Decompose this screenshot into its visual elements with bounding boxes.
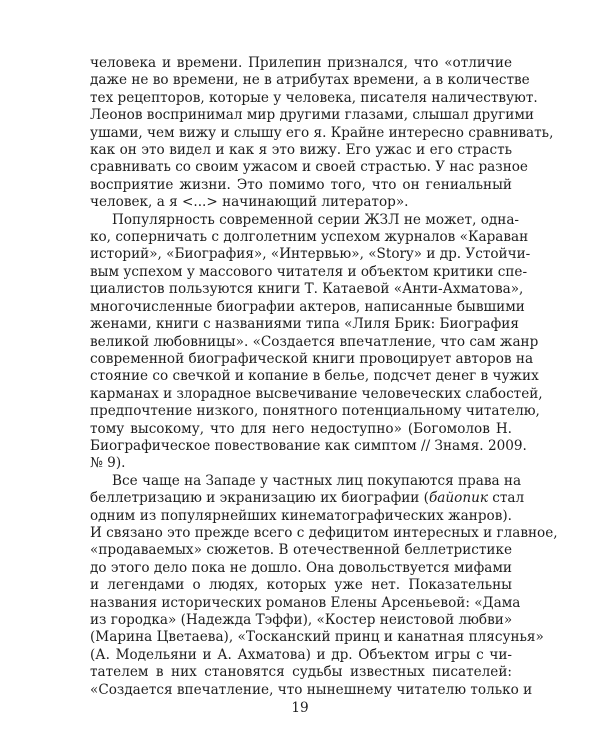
- text-line: № 9).: [90, 455, 126, 472]
- text-line: многочисленные биографии актеров, написанные бывшими: [90, 298, 525, 315]
- text-line: человек, а я <...> начинающий литератор».: [90, 194, 409, 211]
- text-line: стояние со свечкой и копание в белье, подсчет денег в чужих: [90, 368, 539, 385]
- text-line: названия исторических романов Елены Арсеньевой: «Дама: [90, 594, 521, 611]
- italic-term: байопик: [429, 490, 488, 507]
- text-line: «продаваемых» сюжетов. В отечественной беллетристике: [90, 542, 512, 559]
- text-fragment: стал: [487, 490, 525, 507]
- text-line: тому высокому, что для него недоступно» (Богомолов Н.: [90, 420, 512, 437]
- text-line: тателем в них становятся судьбы известных писателей:: [90, 664, 512, 681]
- paragraph-1: [90, 55, 554, 212]
- text-line: великой любовницы». «Создается впечатление, что сам жанр: [90, 333, 539, 350]
- text-line: (А. Модельяни и А. Ахматова) и др. Объектом игры с чи-: [90, 646, 512, 663]
- text-line: предпочтение низкого, понятного потенциальному читателю,: [90, 403, 540, 420]
- text-line: Популярность современной серии ЖЗЛ не может, одна-: [112, 211, 520, 228]
- text-line-with-italic: [90, 490, 525, 507]
- text-line: Все чаще на Западе у частных лиц покупаются права на: [112, 472, 522, 489]
- text-line: сравнивать со своим ужасом и своей страстью. У нас разное: [90, 159, 528, 176]
- text-line: (Марина Цветаева), «Тосканский принц и канатная плясунья»: [90, 629, 544, 646]
- text-line: человека и времени. Прилепин признался, что «отличие: [90, 55, 512, 71]
- text-line: даже не во времени, не в атрибутах времени, а в количестве: [90, 72, 530, 89]
- text-line: и легендами о людях, которых уже нет. Показательны: [90, 577, 512, 594]
- text-line: И связано это прежде всего с дефицитом интересных и главное,: [90, 524, 558, 541]
- text-line: вым успехом у массового читателя и объектом критики спе-: [90, 263, 528, 280]
- text-line: «Создается впечатление, что нынешнему читателю только и: [90, 681, 533, 698]
- text-line: женами, книги с названиями типа «Лиля Брик: Биография: [90, 316, 519, 333]
- paragraph-3: [90, 472, 558, 699]
- text-line: тех рецепторов, которые у человека, писателя наличествуют.: [90, 89, 538, 106]
- text-line: Леонов воспринимал мир другими глазами, слышал другими: [90, 107, 534, 124]
- text-line: карманах и злорадное высвечивание человеческих слабостей,: [90, 385, 543, 402]
- text-line: историй», «Биография», «Интервью», «Story» и др. Устойчи-: [90, 246, 531, 263]
- text-line: одним из популярнейших кинематографических жанров).: [90, 507, 512, 524]
- text-line: как он это видел и как я это вижу. Его ужас и его страсть: [90, 142, 512, 159]
- text-fragment: беллетризацию и экранизацию их биографии (: [90, 490, 429, 507]
- text-line: циалистов пользуются книги Т. Катаевой «Анти-Ахматова»,: [90, 281, 524, 298]
- page-number: 19: [291, 700, 309, 716]
- body-text: [90, 55, 558, 699]
- text-line: ушами, чем вижу и слышу его я. Крайне интересно сравнивать,: [90, 124, 554, 141]
- text-line: из городка» (Надежда Тэффи), «Костер неистовой любви»: [90, 612, 513, 628]
- text-line: восприятие жизни. Это помимо того, что он гениальный: [90, 176, 512, 193]
- text-line: современной биографической книги провоцирует авторов на: [90, 350, 534, 367]
- paragraph-2: [90, 211, 543, 473]
- text-line: до этого дело пока не дошло. Она довольствуется мифами: [90, 559, 512, 576]
- text-line: Биографическое повествование как симптом // Знамя. 2009.: [90, 437, 527, 454]
- text-line: ко, соперничать с долголетним успехом журналов «Караван: [90, 229, 529, 246]
